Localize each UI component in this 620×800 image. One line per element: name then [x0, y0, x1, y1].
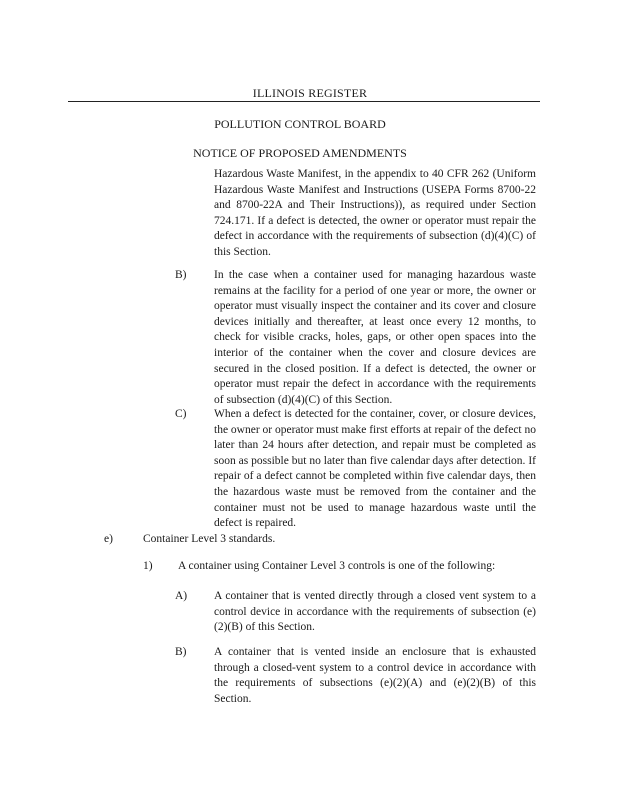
item-d-B-marker: B)	[175, 269, 187, 281]
section-e-marker: e)	[104, 533, 113, 545]
board-name: POLLUTION CONTROL BOARD	[214, 117, 386, 131]
header-rule	[68, 101, 540, 102]
item-d-B-text: In the case when a container used for managing hazardous waste remains at the facility for a period of one year or more, the owner or operator must visually inspect the container and its cover and closure devices initially and thereafter, at least once every 12 months, to check for visible cracks, holes, gaps, or other open spaces into the interior of the container when the cover and closure devices are secured in the closed position. If a defect is detected, the owner or operator must repair the defect in accordance with the requirements of subsection (d)(4)(C) of this Section.	[214, 269, 536, 406]
item-e-1-B-text: A container that is vented inside an enclosure that is exhausted through a closed-vent system to a control device in accordance with the requirements of subsections (e)(2)(A) and (e)(2)(B) of this Section.	[214, 646, 536, 705]
item-e-1-marker: 1)	[143, 560, 153, 572]
continued-paragraph: Hazardous Waste Manifest, in the appendix to 40 CFR 262 (Uniform Hazardous Waste Manifest and Instructions (USEPA Forms 8700-22 and 8700-22A and Their Instructions)), as required under Section 724.171. If a defect is detected, the owner or operator must repair the defect in accordance with the requirements of subsection (d)(4)(C) of this Section.	[214, 168, 536, 258]
notice-title: NOTICE OF PROPOSED AMENDMENTS	[193, 146, 407, 160]
item-e-1-A-text: A container that is vented directly through a closed vent system to a control device in accordance with the requirements of subsection (e)(2)(B) of this Section.	[214, 590, 536, 634]
item-e-1-A-marker: A)	[175, 590, 188, 602]
item-d-C-marker: C)	[175, 408, 187, 420]
item-e-1-text: A container using Container Level 3 controls is one of the following:	[178, 560, 496, 572]
item-d-C-text: When a defect is detected for the container, cover, or closure devices, the owner or operator must make first efforts at repair of the defect no later than 24 hours after detection, and repair must be completed as soon as possible but no later than five calendar days after detection. If repair of a defect cannot be completed within five calendar days, then the hazardous waste must be removed from the container and the container must not be used to manage hazardous waste until the defect is repaired.	[214, 408, 536, 530]
section-e-heading: Container Level 3 standards.	[143, 533, 276, 545]
item-e-1-B-marker: B)	[175, 646, 187, 658]
register-title: ILLINOIS REGISTER	[252, 86, 368, 100]
